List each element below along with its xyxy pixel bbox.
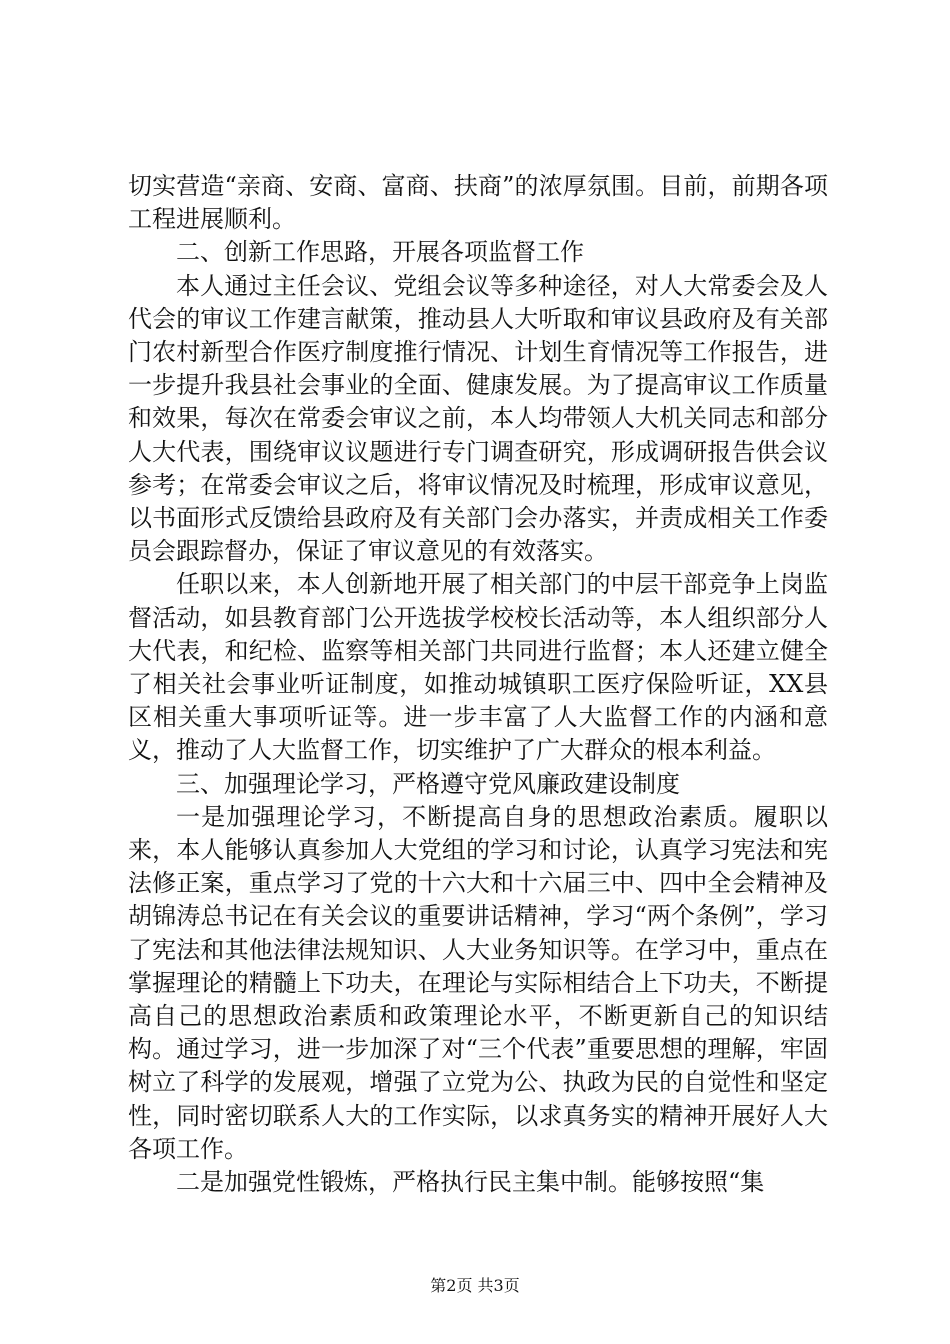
section-heading: 二、创新工作思路，开展各项监督工作 <box>176 238 584 267</box>
page-number-footer: 第2页 共3页 <box>430 1276 520 1295</box>
paragraph: 二是加强党性锻炼，严格执行民主集中制。能够按照“集 <box>176 1168 765 1197</box>
paragraph: 切实营造“亲商、安商、富商、扶商”的浓厚氛围。目前，前期各项工程进展顺利。 <box>128 172 828 234</box>
paragraph: 本人通过主任会议、党组会议等多种途径，对人大常委会及人代会的审议工作建言献策，推动县人大听取和审议县政府及有关部门农村新型合作医疗制度推行情况、计划生育情况等工作报告，进一步提升我县社会事业的全面、健康发展。为了提高审议工作质量和效果，每次在常委会审议之前，本人均带领人大机关同志和部分人大代表，围绕审议议题进行专门调查研究，形成调研报告供会议参考；在常委会审议之后，将审议情况及时梳理，形成审议意见，以书面形式反馈给县政府及有关部门会办落实，并责成相关工作委员会跟踪督办，保证了审议意见的有效落实。 <box>128 271 828 566</box>
paragraph: 一是加强理论学习，不断提高自身的思想政治素质。履职以来，本人能够认真参加人大党组的学习和讨论，认真学习宪法和宪法修正案，重点学习了党的十六大和十六届三中、四中全会精神及胡锦涛总书记在有关会议的重要讲话精神，学习“两个条例”，学习了宪法和其他法律法规知识、人大业务知识等。在学习中，重点在掌握理论的精髓上下功夫，在理论与实际相结合上下功夫，不断提高自己的思想政治素质和政策理论水平，不断更新自己的知识结构。通过学习，进一步加深了对“三个代表”重要思想的理解，牢固树立了科学的发展观，增强了立党为公、执政为民的自觉性和坚定性，同时密切联系人大的工作实际，以求真务实的精神开展好人大各项工作。 <box>128 802 828 1163</box>
paragraph: 任职以来，本人创新地开展了相关部门的中层干部竞争上岗监督活动，如县教育部门公开选拔学校校长活动等，本人组织部分人大代表，和纪检、监察等相关部门共同进行监督；本人还建立健全了相关社会事业听证制度，如推动城镇职工医疗保险听证，XX县区相关重大事项听证等。进一步丰富了人大监督工作的内涵和意义，推动了人大监督工作，切实维护了广大群众的根本利益。 <box>128 570 828 765</box>
section-heading: 三、加强理论学习，严格遵守党风廉政建设制度 <box>176 769 680 798</box>
document-body <box>128 170 828 1199</box>
